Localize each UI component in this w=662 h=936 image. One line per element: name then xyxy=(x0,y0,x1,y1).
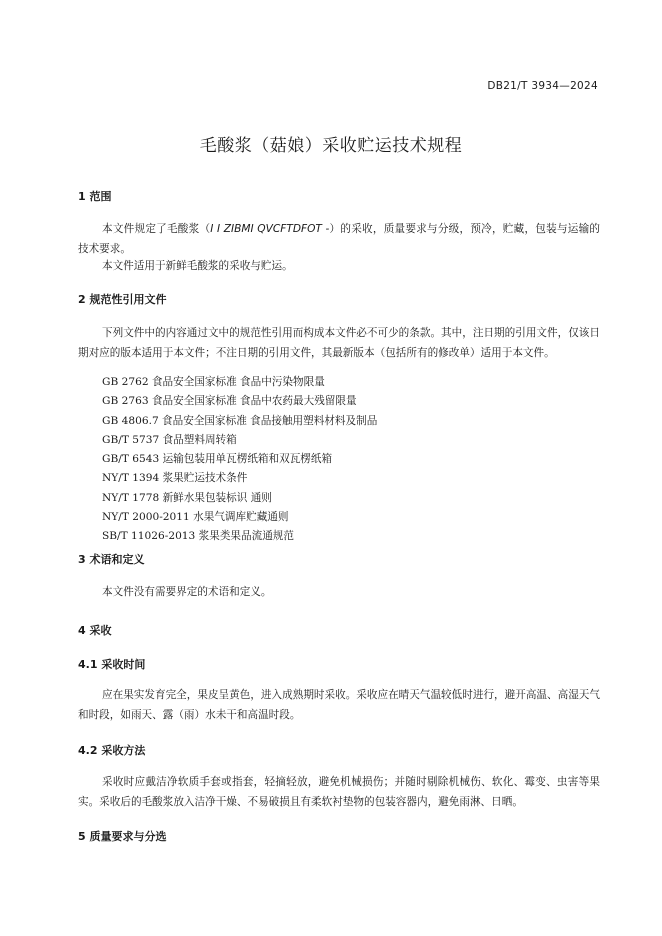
reference-item: NY/T 1778 新鲜水果包装标识 通则 xyxy=(102,491,272,504)
subsection-heading-harvest-method: 4.2 采收方法 xyxy=(78,744,146,757)
terms-paragraph: 本文件没有需要界定的术语和定义。 xyxy=(102,586,272,598)
reference-item: GB 4806.7 食品安全国家标准 食品接触用塑料材料及制品 xyxy=(102,414,378,427)
reference-item: GB 2762 食品安全国家标准 食品中污染物限量 xyxy=(102,376,325,388)
section-heading-scope: 1 范围 xyxy=(78,190,112,203)
reference-item: GB/T 6543 运输包装用单瓦楞纸箱和双瓦楞纸箱 xyxy=(102,453,333,466)
reference-item: NY/T 2000-2011 水果气调库贮藏通则 xyxy=(102,511,289,524)
harvest-time-paragraph: 应在果实发育完全，果皮呈黄色，进入成熟期时采收。采收应在晴天气温较低时进行，避开高温、高湿天气和时段，如雨天、露（雨）水未干和高温时段。 xyxy=(78,689,600,721)
reference-item: GB 2763 食品安全国家标准 食品中农药最大残留限量 xyxy=(102,395,357,408)
latin-name: I I ZIBMI QVCFTDFOT - xyxy=(210,223,330,235)
section-heading-terms: 3 术语和定义 xyxy=(78,553,145,566)
reference-item: SB/T 11026-2013 浆果类果品流通规范 xyxy=(102,530,294,543)
reference-item: GB/T 5737 食品塑料周转箱 xyxy=(102,433,237,446)
section-heading-quality: 5 质量要求与分选 xyxy=(78,830,167,843)
scope-paragraph-1 xyxy=(78,219,600,259)
reference-list xyxy=(102,373,377,547)
section-heading-harvest: 4 采收 xyxy=(78,624,112,637)
reference-item: NY/T 1394 浆果贮运技术条件 xyxy=(102,472,248,485)
harvest-method-paragraph: 采收时应戴洁净软质手套或指套，轻摘轻放，避免机械损伤；并随时剔除机械伤、软化、霉变、虫害等果实。采收后的毛酸浆放入洁净干燥、不易破损且有柔软衬垫物的包装容器内，避免雨淋、日晒。 xyxy=(78,776,600,808)
section-heading-normative-references: 2 规范性引用文件 xyxy=(78,293,167,306)
document-code: DB21/T 3934—2024 xyxy=(487,80,598,92)
document-title: 毛酸浆（菇娘）采收贮运技术规程 xyxy=(199,136,463,156)
scope-text-after: ）的采收，质量要求与分级，预冷，贮藏，包装与运输的技术要求。 xyxy=(78,223,601,255)
references-paragraph: 下列文件中的内容通过文中的规范性引用而构成本文件必不可少的条款。其中，注日期的引用文件，仅该日期对应的版本适用于本文件；不注日期的引用文件，其最新版本（包括所有的修改单）适用于本文件。 xyxy=(78,327,600,359)
scope-text-before: 本文件规定了毛酸浆（ xyxy=(102,223,211,235)
scope-paragraph-2: 本文件适用于新鲜毛酸浆的采收与贮运。 xyxy=(102,260,293,272)
subsection-heading-harvest-time: 4.1 采收时间 xyxy=(78,658,146,671)
